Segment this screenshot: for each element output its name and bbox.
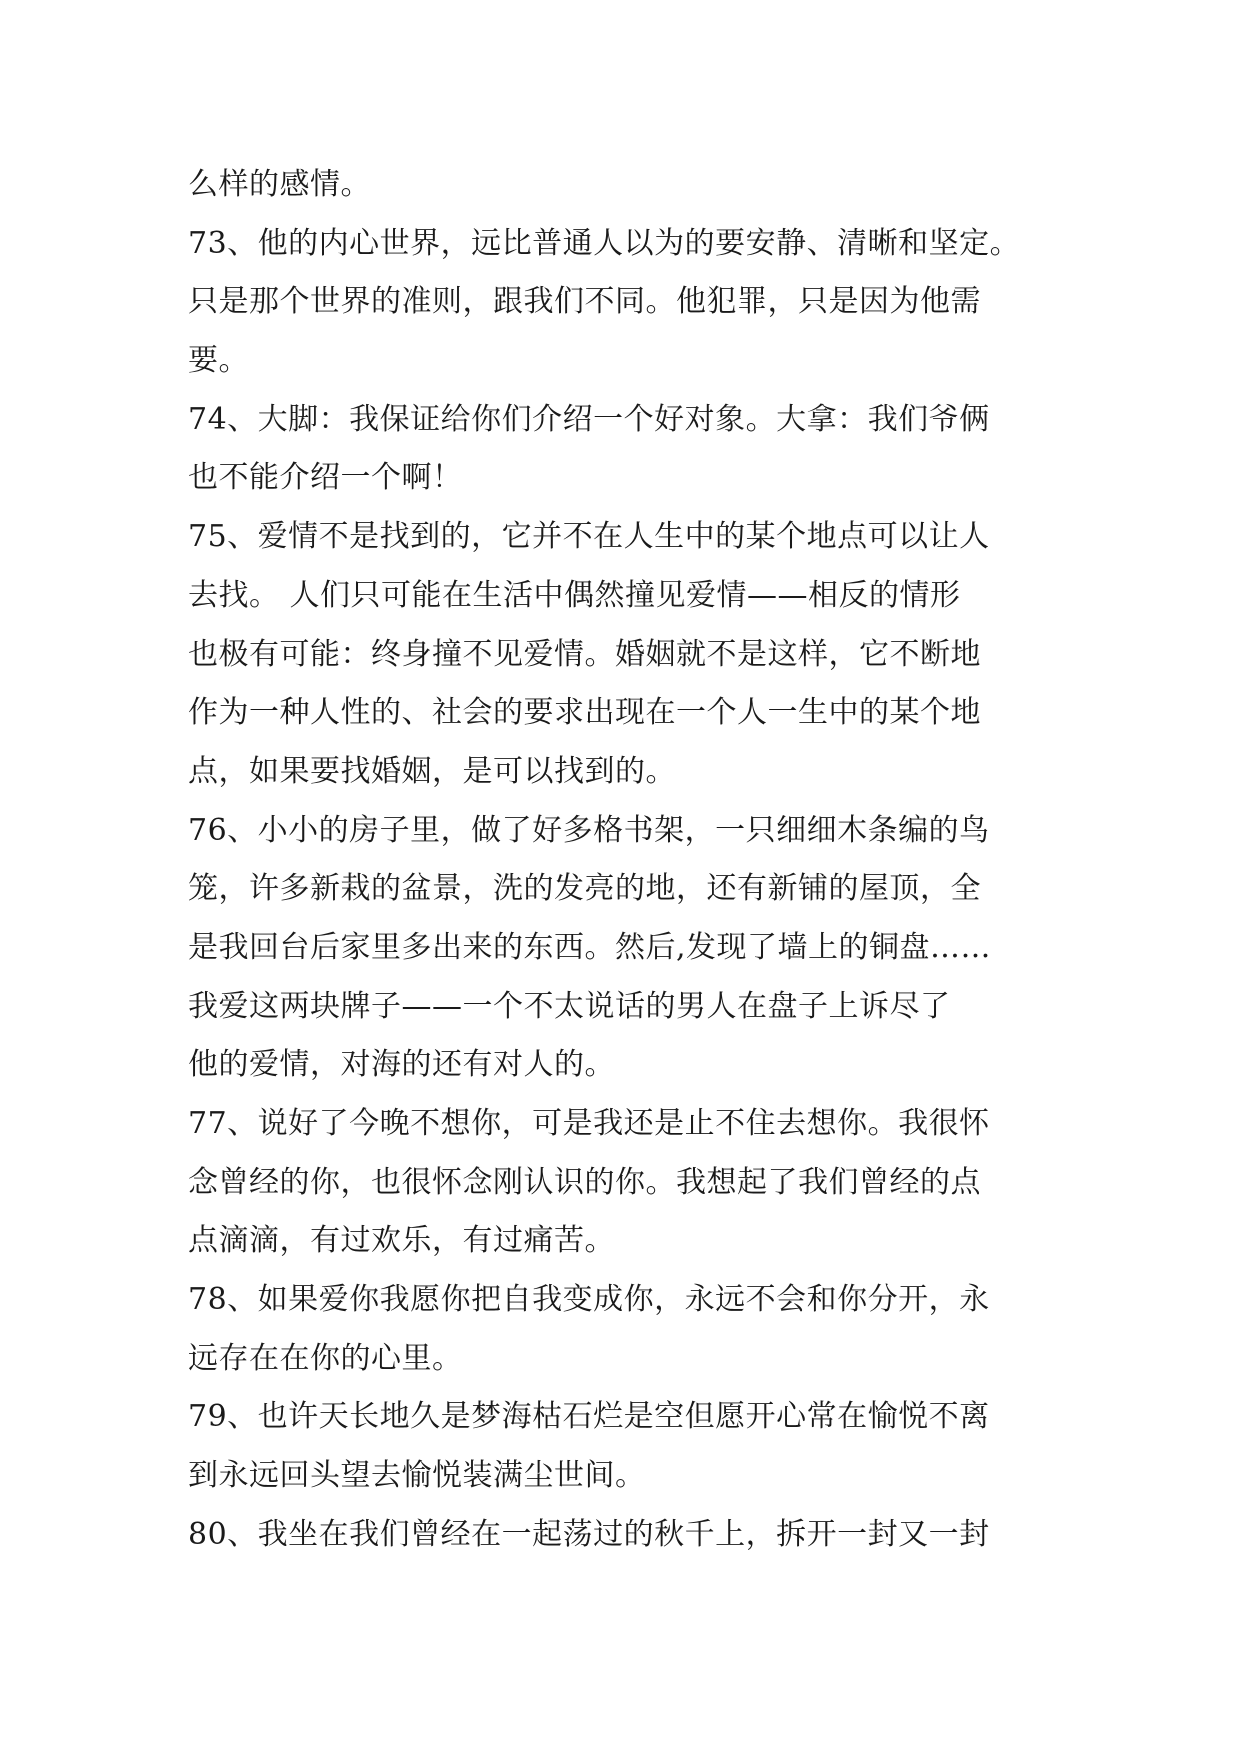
text-line: 么样的感情。 <box>188 167 371 202</box>
paragraph-79 <box>188 1388 1050 1505</box>
text-line: 作为一种人性的、社会的要求出现在一个人一生中的某个地 <box>188 695 981 731</box>
text-line: 远存在在你的心里。 <box>188 1340 463 1376</box>
text-line: 79、也许天长地久是梦海枯石烂是空但愿开心常在愉悦不离 <box>188 1399 990 1435</box>
document-body <box>188 156 1050 1565</box>
text-line: 也不能介绍一个啊！ <box>188 460 463 496</box>
text-line: 点，如果要找婚姻，是可以找到的。 <box>188 753 676 789</box>
paragraph-80 <box>188 1506 1050 1565</box>
text-line: 我爱这两块牌子——一个不太说话的男人在盘子上诉尽了 <box>188 988 951 1024</box>
text-line: 去找。 人们只可能在生活中偶然撞见爱情——相反的情形 <box>188 577 961 613</box>
text-line: 76、小小的房子里，做了好多格书架，一只细细木条编的鸟 <box>188 812 990 848</box>
text-line: 73、他的内心世界，远比普通人以为的要安静、清晰和坚定。 <box>188 225 1021 261</box>
paragraph-73 <box>188 215 1050 391</box>
text-line: 点滴滴，有过欢乐，有过痛苦。 <box>188 1223 615 1259</box>
text-line: 也极有可能：终身撞不见爱情。婚姻就不是这样，它不断地 <box>188 636 981 672</box>
text-line: 74、大脚：我保证给你们介绍一个好对象。大拿：我们爷俩 <box>188 401 990 437</box>
paragraph-continuation <box>188 156 1050 215</box>
paragraph-78 <box>188 1271 1050 1388</box>
text-line: 到永远回头望去愉悦装满尘世间。 <box>188 1458 646 1494</box>
text-line: 80、我坐在我们曾经在一起荡过的秋千上，拆开一封又一封 <box>188 1516 990 1552</box>
text-line: 是我回台后家里多出来的东西。然后,发现了墙上的铜盘…… <box>188 929 992 965</box>
text-line: 78、如果爱你我愿你把自我变成你，永远不会和你分开，永 <box>188 1282 990 1318</box>
text-line: 要。 <box>188 343 249 379</box>
paragraph-76 <box>188 802 1050 1095</box>
text-line: 只是那个世界的准则，跟我们不同。他犯罪，只是因为他需 <box>188 284 981 320</box>
paragraph-77 <box>188 1095 1050 1271</box>
text-line: 77、说好了今晚不想你，可是我还是止不住去想你。我很怀 <box>188 1106 990 1141</box>
text-line: 念曾经的你，也很怀念刚认识的你。我想起了我们曾经的点 <box>188 1164 981 1200</box>
paragraph-75 <box>188 508 1050 801</box>
text-line: 他的爱情，对海的还有对人的。 <box>188 1047 615 1083</box>
paragraph-74 <box>188 391 1050 508</box>
text-line: 笼，许多新栽的盆景，洗的发亮的地，还有新铺的屋顶，全 <box>188 871 981 907</box>
text-line: 75、爱情不是找到的，它并不在人生中的某个地点可以让人 <box>188 519 990 555</box>
